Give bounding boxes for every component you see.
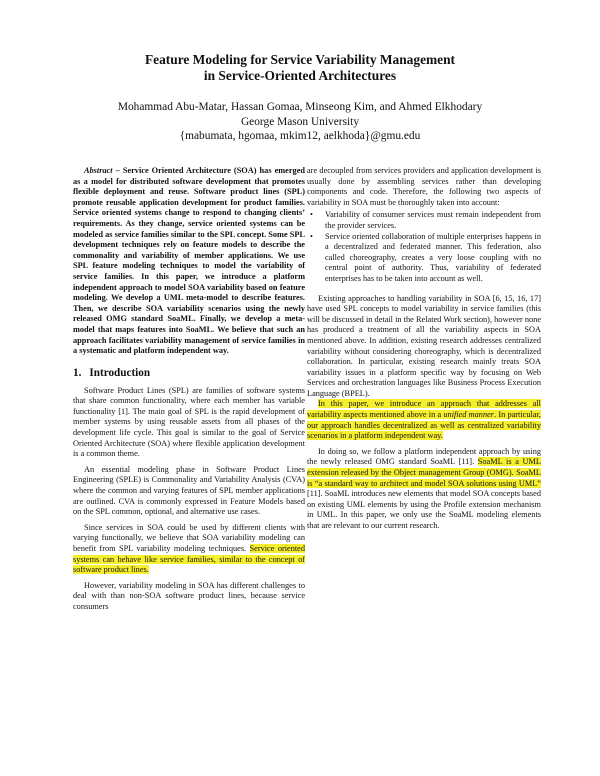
- author-block: [0, 100, 600, 144]
- bullet-text-1: Variability of consumer services must remain independent from the provider services.: [325, 210, 541, 230]
- bullet-icon: •: [310, 231, 313, 241]
- bullet-text-2: Service oriented collaboration of multiple enterprises happens in a decentralized and federated manner. This federation, also called choreography, creates a very loose coupling with no central point of authority. Thus, variability of federated enterprises has to be taken into account as well.: [325, 231, 541, 283]
- right-paragraph-3-text-a: In this paper, we introduce an approach that addresses all variability aspects mentioned above in a: [307, 399, 541, 420]
- right-paragraph-4-text-b: [11]. SoaML introduces new elements that model SOA concepts based on existing UML elements by using the Profile extension mechanism in UML. In this paper, we only use the SoaML modeling elements that are relevant to our current research.: [307, 489, 541, 530]
- abstract-body: – Service Oriented Architecture (SOA) has emerged as a model for distributed software development that promotes flexible deployment and reuse. Software product lines (SPL) promote reusable application development for product families. Service oriented systems change to respond to changing clients’ requirements. As they change, service oriented systems can be modeled as service families similar to the SPL concept. Some SPL development techniques rely on feature models to describe the commonality and variability of member applications. We use SPL feature modeling techniques to model the variability of service families. In this paper, we introduce a platform independent approach to model SOA variability based on feature modeling. We develop a UML meta-model to describe features. Then, we describe SOA variability scenarios using the newly released OMG standard SoaML. Finally, we develop a meta-model that maps features into SoaML. We believe that such an approach facilitates variability management of service families in a systematic and platform independent way.: [73, 166, 305, 356]
- bullet-list: [307, 210, 541, 284]
- right-paragraph-4: [307, 447, 541, 532]
- highlighted-text: SoaML is a UML extension released by the Object management Group (OMG). SoaML is “a standard way to architect and model SOA solutions using UML”: [307, 457, 541, 488]
- title-line-1: Feature Modeling for Service Variability Management: [144, 52, 456, 67]
- author-names: Mohammad Abu-Matar, Hassan Gomaa, Minseong Kim, and Ahmed Elkhodary: [117, 101, 483, 113]
- paper-title: [0, 52, 600, 84]
- intro-paragraph-3-text: Since services in SOA could be used by different clients with varying functionally, we believe that SOA variability modeling can benefit from SPL variability modeling techniques.: [73, 522, 305, 553]
- intro-paragraph-2: An essential modeling phase in Software Product Lines Engineering (SPLE) is Commonality and Variability Analysis (CVA) where the common and varying features of SPL member applications are outlined. CVA is commonly expressed in Feature Models based on the SPL common, optional, and alternative use cases.: [73, 464, 305, 517]
- intro-paragraph-1: Software Product Lines (SPL) are families of software systems that share common functionality, where each member has variable functionality [1]. The main goal of SPL is the rapid development of member systems by using reusable assets from all phases of the development life cycle. This goal is similar to the goal of Service Oriented Architecture (SOA) where flexible application development is a common theme.: [73, 385, 305, 459]
- emphasis-text: unified manner: [443, 410, 495, 420]
- right-paragraph-3-text-b: . In particular, our approach handles decentralized as well as centralized variability scenarios in a platform independent way.: [307, 410, 541, 441]
- section-number: 1.: [73, 366, 82, 379]
- abstract-lead: Abstract: [84, 166, 113, 175]
- bullet-icon: •: [310, 210, 313, 220]
- author-emails: {mabumata, hgomaa, mkim12, aelkhoda}@gmu.edu: [179, 130, 421, 142]
- section-heading-introduction: [73, 367, 305, 380]
- left-column: [73, 166, 305, 613]
- highlighted-text: Service oriented systems can behave like service families, similar to the concept of software product lines.: [73, 544, 306, 575]
- intro-paragraph-3: [73, 523, 305, 576]
- right-column: [307, 166, 541, 532]
- right-paragraph-2: Existing approaches to handling variability in SOA [6, 15, 16, 17] have used SPL concepts to model variability in service families (this will be discussed in detail in the Related Work section), however none has produced a treatment of all the variability aspects in SOA mentioned above. In addition, existing research addresses centralized variability without considering choreography, which is decentralized collaboration. In particular, existing research mainly treats SOA variability issues in a platform specific way by focusing on Web Services and orchestration languages like Business Process Execution Language (BPEL).: [307, 293, 541, 398]
- intro-paragraph-4: However, variability modeling in SOA has different challenges to deal with than non-SOA software product lines, because service consumers: [73, 580, 305, 611]
- section-title: Introduction: [89, 366, 151, 379]
- highlighted-text: [307, 399, 541, 440]
- title-line-2: in Service-Oriented Architectures: [203, 68, 397, 83]
- right-paragraph-4-text-a: In doing so, we follow a platform independent approach by using the newly released OMG standard SoaML [11].: [307, 446, 541, 467]
- affiliation: George Mason University: [240, 115, 360, 128]
- list-item: [307, 232, 541, 285]
- abstract: [73, 166, 305, 357]
- list-item: [307, 210, 541, 231]
- right-paragraph-3: [307, 399, 541, 441]
- right-paragraph-1: are decoupled from services providers and application development is usually done by assembling services rather than developing components and code. Therefore, the following two aspects of variability in SOA must be thoroughly taken into account:: [307, 166, 541, 207]
